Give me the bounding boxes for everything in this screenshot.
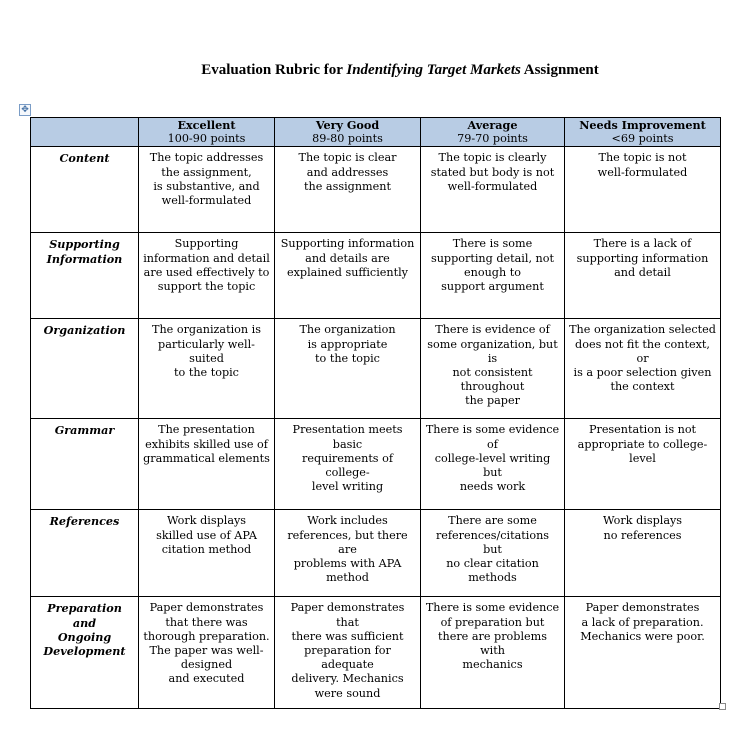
table-cell: Paper demonstrates that there was thorough preparation. The paper was well- designed and executed xyxy=(139,597,275,709)
table-row xyxy=(31,147,721,233)
table-cell: Supporting information and detail are used effectively to support the topic xyxy=(139,233,275,319)
column-points: 100-90 points xyxy=(167,132,246,146)
column-points: 89-80 points xyxy=(312,132,383,146)
table-cell: Paper demonstrates a lack of preparation. Mechanics were poor. xyxy=(565,597,721,709)
header-excellent xyxy=(139,118,275,147)
table-cell: The topic is clear and addresses the assignment xyxy=(275,147,421,233)
table-cell: There is some supporting detail, not enough to support argument xyxy=(421,233,565,319)
column-points: 79-70 points xyxy=(457,132,528,146)
row-label-content: Content xyxy=(31,147,139,233)
table-row xyxy=(31,319,721,419)
table-row xyxy=(31,233,721,319)
table-row xyxy=(31,597,721,709)
header-row xyxy=(31,118,721,147)
table-row xyxy=(31,510,721,597)
row-label-grammar: Grammar xyxy=(31,419,139,510)
table-cell: The topic addresses the assignment, is substantive, and well-formulated xyxy=(139,147,275,233)
header-needs-improvement xyxy=(565,118,721,147)
header-corner-cell xyxy=(31,118,139,147)
column-name: Excellent xyxy=(177,118,236,132)
table-cell: Work includes references, but there are problems with APA method xyxy=(275,510,421,597)
header-very-good xyxy=(275,118,421,147)
table-cell: There are some references/citations but no clear citation methods xyxy=(421,510,565,597)
title-prefix: Evaluation Rubric for xyxy=(201,62,347,78)
table-cell: The organization is particularly well-suited to the topic xyxy=(139,319,275,419)
table-cell: Presentation is not appropriate to college-level xyxy=(565,419,721,510)
column-name: Average xyxy=(467,118,518,132)
table-cell: There is some evidence of college-level writing but needs work xyxy=(421,419,565,510)
table-cell: There is evidence of some organization, but is not consistent throughout the paper xyxy=(421,319,565,419)
column-name: Very Good xyxy=(315,118,380,132)
table-cell: The topic is not well-formulated xyxy=(565,147,721,233)
table-cell: Work displays skilled use of APA citation method xyxy=(139,510,275,597)
title-suffix: Assignment xyxy=(520,62,599,78)
table-cell: The organization selected does not fit the context, or is a poor selection given the context xyxy=(565,319,721,419)
column-name: Needs Improvement xyxy=(579,118,706,132)
row-label-supporting-information: Supporting Information xyxy=(31,233,139,319)
table-move-handle-icon[interactable]: ✥ xyxy=(19,104,31,116)
table-row xyxy=(31,419,721,510)
row-label-organization: Organization xyxy=(31,319,139,419)
table-cell: The presentation exhibits skilled use of grammatical elements xyxy=(139,419,275,510)
table-cell: Presentation meets basic requirements of college- level writing xyxy=(275,419,421,510)
header-average xyxy=(421,118,565,147)
table-cell: Paper demonstrates that there was sufficient preparation for adequate delivery. Mechanics were sound xyxy=(275,597,421,709)
row-label-preparation: Preparation and Ongoing Development xyxy=(31,597,139,709)
table-cell: Supporting information and details are explained sufficiently xyxy=(275,233,421,319)
column-points: <69 points xyxy=(611,132,674,146)
row-label-references: References xyxy=(31,510,139,597)
title-italic: Indentifying Target Markets xyxy=(346,62,521,78)
table-cell: The topic is clearly stated but body is not well-formulated xyxy=(421,147,565,233)
table-resize-handle[interactable] xyxy=(719,703,726,710)
table-cell: The organization is appropriate to the topic xyxy=(275,319,421,419)
table-cell: There is some evidence of preparation but there are problems with mechanics xyxy=(421,597,565,709)
page-title xyxy=(0,62,750,79)
table-cell: There is a lack of supporting information and detail xyxy=(565,233,721,319)
rubric-table xyxy=(30,117,721,709)
table-cell: Work displays no references xyxy=(565,510,721,597)
